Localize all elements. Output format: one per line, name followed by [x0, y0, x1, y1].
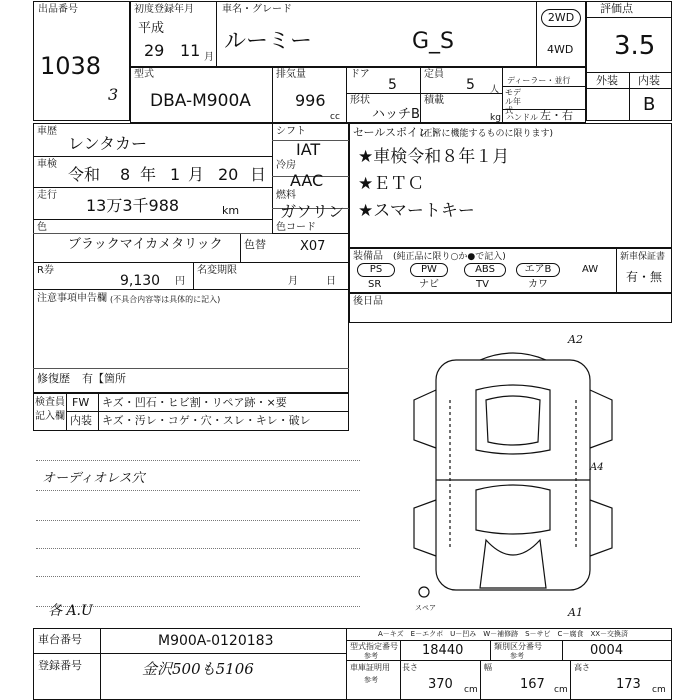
shift-value: IAT — [296, 140, 321, 159]
mileage-unit: km — [222, 204, 240, 217]
score-label: 評価点 — [600, 2, 633, 15]
recycle-unit: 円 — [175, 276, 185, 287]
displacement-label: 排気量 — [276, 69, 306, 80]
after-docs-box — [349, 293, 672, 323]
inspector-row2: キズ・汚レ・コゲ・穴・スレ・キレ・破レ — [102, 414, 311, 427]
sales-point-3: ★スマートキー — [358, 201, 475, 221]
registration-value: 金沢500も5106 — [142, 660, 254, 678]
category-sub: 参考 — [510, 652, 524, 660]
equip-abs-label: ABS — [475, 264, 495, 275]
inspector-fw: FW — [72, 396, 90, 409]
model-designation-sub: 参考 — [364, 652, 378, 660]
lot-suffix: 3 — [108, 85, 119, 104]
first-reg-month-unit: 月 — [204, 52, 214, 63]
handwritten-note-1: オーディオレス穴 — [42, 471, 145, 486]
model-designation-label: 型式指定番号 — [350, 642, 398, 651]
equip-sr: SR — [368, 279, 382, 290]
name-change-label: 名変期限 — [197, 265, 237, 276]
handwritten-note-2: 各 A.U — [48, 603, 93, 619]
color-code-label: 色コード — [276, 222, 316, 233]
dimensions-label: 車庫証明用 — [350, 663, 390, 672]
load-unit: kg — [490, 113, 501, 123]
width-unit: cm — [554, 685, 568, 695]
car-grade: G_S — [412, 29, 455, 54]
repair-label: 修復歴 — [37, 372, 70, 385]
mark-a1: A1 — [568, 606, 583, 619]
drive-2wd — [541, 9, 581, 27]
inspection-day: 20 — [218, 165, 239, 184]
capacity-label: 定員 — [424, 69, 444, 80]
height-unit: cm — [652, 685, 666, 695]
shift-label: シフト — [276, 126, 306, 137]
inspection-day-unit: 日 — [250, 165, 267, 184]
sales-points-note: (正常に機能するものに限ります) — [420, 129, 554, 139]
inspection-month-unit: 月 — [188, 165, 205, 184]
length-value: 370 — [428, 677, 453, 692]
car-name-label: 車名・グレード — [222, 4, 292, 15]
equip-abs — [464, 263, 506, 277]
height-label: 高さ — [574, 663, 590, 672]
equipment-label: 装備品 — [353, 251, 383, 262]
equip-leather: カワ — [528, 279, 548, 290]
dimensions-sub: 参考 — [364, 676, 378, 684]
inspection-label: 車検 — [37, 159, 57, 170]
color-label: 色 — [37, 222, 47, 233]
width-value: 167 — [520, 677, 545, 692]
width-label: 幅 — [484, 663, 492, 672]
history-label: 車歴 — [37, 126, 57, 137]
model-value: DBA-M900A — [150, 91, 251, 111]
ac-value: AAC — [290, 171, 324, 190]
equip-aw: AW — [582, 264, 599, 275]
color-value: ブラックマイカメタリック — [68, 237, 223, 252]
sales-point-2: ★ＥＴＣ — [358, 174, 425, 194]
repair-value: 有【箇所 — [82, 372, 126, 385]
doors-value: 5 — [388, 77, 397, 93]
category-label: 類別区分番号 — [494, 642, 542, 651]
inspector-label-1: 検査員 — [35, 397, 65, 408]
load-label: 積載 — [424, 95, 444, 106]
model-designation-value: 18440 — [422, 643, 464, 658]
inspection-month: 1 — [170, 165, 181, 184]
inspection-year-unit: 年 — [140, 165, 157, 184]
first-reg-month: 11 — [180, 41, 201, 60]
chassis-label: 車台番号 — [38, 633, 82, 646]
interior-value: B — [643, 94, 656, 115]
first-reg-era: 平成 — [138, 21, 165, 36]
drive-4wd: 4WD — [547, 43, 574, 56]
length-label: 長さ — [402, 663, 418, 672]
inspector-label-2: 記入欄 — [35, 411, 65, 422]
displacement-unit: cc — [330, 112, 340, 122]
score-value: 3.5 — [614, 31, 656, 61]
equip-airbag-label: エアB — [524, 264, 552, 275]
recycle-label: R券 — [37, 265, 54, 276]
warranty-value: 有・無 — [626, 270, 663, 284]
equip-airbag — [516, 263, 560, 277]
doors-label: ドア — [350, 69, 370, 80]
damage-legend: A－キズ E－エクボ U－凹み W－補修跡 S－サビ C－腐食 XX－交換済 — [378, 630, 629, 638]
shape-label: 形状 — [350, 95, 370, 106]
equip-ps-label: PS — [369, 264, 383, 275]
mileage-value: 13万3千988 — [86, 196, 180, 215]
inspector-interior: 内装 — [70, 414, 92, 427]
mark-a4: A4 — [590, 462, 604, 473]
equip-pw — [410, 263, 448, 277]
equip-ps — [357, 263, 395, 277]
handle-value: 左・右 — [540, 109, 573, 122]
dealer-label: ディーラー・並行 — [507, 76, 571, 85]
drive-2wd-label: 2WD — [547, 11, 575, 24]
handle-label: ハンドル — [506, 113, 538, 122]
name-change-day: 日 — [326, 276, 336, 287]
after-docs-label: 後日品 — [353, 296, 383, 307]
mileage-label: 走行 — [37, 190, 57, 201]
height-value: 173 — [616, 677, 641, 692]
model-year-label: モデル年式 — [505, 88, 521, 115]
inspector-row1: キズ・凹石・ヒビ割・リペア跡・×要 — [102, 396, 287, 409]
fuel-value: ガソリン — [280, 202, 345, 221]
mark-a2: A2 — [568, 333, 583, 346]
inspection-year: 8 — [120, 165, 131, 184]
name-change-month: 月 — [288, 276, 298, 287]
equip-pw-label: PW — [421, 264, 437, 275]
capacity-unit: 人 — [490, 85, 500, 95]
sales-point-1: ★車検令和８年１月 — [358, 147, 510, 167]
ac-label: 冷房 — [276, 160, 296, 171]
notes-sub: (不具合内容等は具体的に記入) — [110, 295, 221, 304]
car-damage-diagram — [400, 330, 630, 620]
displacement-value: 996 — [295, 91, 326, 110]
category-value: 0004 — [590, 643, 624, 658]
shape-value: ハッチB — [372, 107, 420, 122]
info-block — [33, 123, 349, 393]
lot-label: 出品番号 — [38, 4, 78, 15]
color-change-label: 色替 — [244, 238, 266, 251]
color-code: X07 — [300, 239, 326, 254]
notes-label: 注意事項申告欄 — [37, 293, 107, 304]
fuel-label: 燃料 — [276, 190, 296, 201]
recycle-value: 9,130 — [120, 273, 161, 289]
chassis-value: M900A-0120183 — [158, 633, 274, 649]
capacity-value: 5 — [466, 77, 475, 93]
lot-number: 1038 — [40, 52, 102, 80]
inspection-era: 令和 — [68, 165, 101, 184]
model-label: 型式 — [134, 69, 154, 80]
interior-label: 内装 — [638, 74, 660, 87]
exterior-label: 外装 — [596, 74, 618, 87]
warranty-label: 新車保証書 — [620, 252, 666, 262]
history-value: レンタカー — [68, 134, 147, 153]
first-reg-year: 29 — [144, 41, 165, 60]
equip-navi: ナビ — [419, 279, 439, 290]
car-name: ルーミー — [224, 29, 313, 54]
registration-label: 登録番号 — [38, 659, 82, 672]
mark-spare: スペア — [415, 604, 436, 612]
equipment-note: (純正品に限り○か●で記入) — [393, 252, 506, 262]
first-reg-label: 初度登録年月 — [134, 4, 194, 15]
equip-tv: TV — [476, 279, 489, 290]
length-unit: cm — [464, 685, 478, 695]
sales-points-label: セールスポイント — [353, 126, 441, 139]
